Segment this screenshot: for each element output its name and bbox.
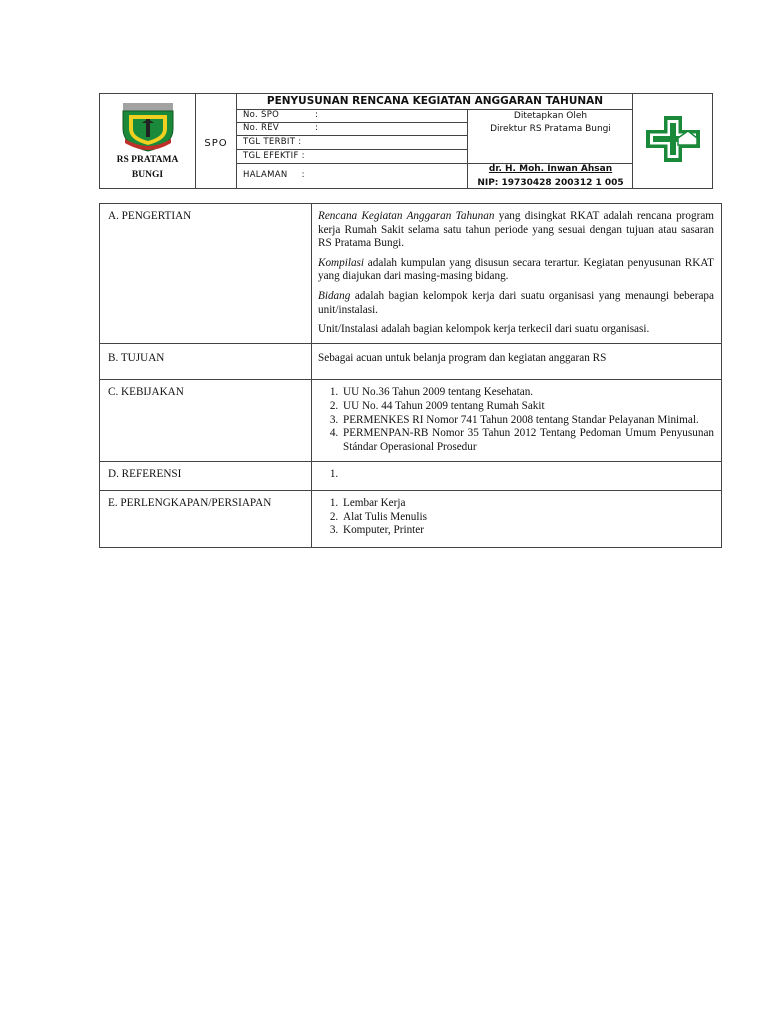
term: Bidang [318,289,351,302]
section-label-referensi: D. REFERENSI [100,462,312,491]
definition-unit: Unit/Instalasi adalah bagian kelompok kerja terkecil dari suatu organisasi. [318,323,650,336]
hospital-name: RS PRATAMA [116,155,179,165]
perlengkapan-list [318,497,714,538]
spo-label: SPO [204,138,228,149]
section-label-kebijakan: C. KEBIJAKAN [100,380,312,462]
meta-label: No. REV [243,123,280,133]
list-item: 2. UU No. 44 Tahun 2009 tentang Rumah Sakit [341,400,714,414]
definition-text: adalah kumpulan yang disusun secara terartur. Kegiatan penyusunan RKAT yang diajukan dari masing-masing bidang. [318,256,714,283]
meta-label: TGL EFEKTIF [243,151,299,161]
divider [236,135,467,136]
meta-row-halaman [243,170,305,180]
section-pengertian [312,204,722,344]
meta-colon: : [315,123,319,133]
definition-text: yang disingkat RKAT adalah rencana program kerja Rumah Sakit selama satu tahun periode yang sesuai dengan tujuan atau sasaran RS Pratama Bungi. [318,210,714,250]
list-item [341,468,714,482]
section-label-tujuan: B. TUJUAN [100,343,312,380]
meta-colon: : [298,137,302,147]
list-item: 3. Komputer, Printer [341,524,714,538]
definition-text: adalah bagian kelompok kerja dari suatu organisasi yang menaungi beberapa unit/instalasi. [318,289,714,316]
table-row [100,343,722,380]
approved-by: Ditetapkan Oleh [513,111,588,121]
green-cross-icon [642,114,704,164]
meta-row-no-rev [243,123,319,133]
definition-rkat [318,210,714,251]
table-row [100,490,722,547]
document-header [99,93,713,189]
meta-row-tgl-terbit [243,137,301,147]
spo-content-table [99,203,722,548]
meta-label: HALAMAN [243,170,288,180]
meta-colon: : [301,170,305,180]
divider [236,149,467,150]
section-label-pengertian: A. PENGERTIAN [100,204,312,344]
approver-name: dr. H. Moh. Inwan Ahsan [488,164,613,174]
referensi-list [318,468,714,482]
section-tujuan: Sebagai acuan untuk belanja program dan kegiatan anggaran RS [312,343,722,380]
table-row [100,204,722,344]
section-referensi [312,462,722,491]
meta-label: TGL TERBIT [243,137,296,147]
hospital-name-line2: BUNGI [131,170,164,180]
document-title: PENYUSUNAN RENCANA KEGIATAN ANGGARAN TAHUNAN [266,95,604,107]
meta-row-tgl-efektif [243,151,305,161]
meta-colon: : [301,151,305,161]
meta-label: No. SPO [243,110,280,120]
definition-bidang [318,290,714,317]
term: Rencana Kegiatan Anggaran Tahunan [318,210,495,222]
term: Kompilasi [318,256,365,269]
kebijakan-list [318,386,714,454]
approver-title: Direktur RS Pratama Bungi [490,124,611,134]
meta-row-no-spo [243,110,319,120]
section-perlengkapan [312,490,722,547]
table-row [100,462,722,491]
list-item: 1. UU No.36 Tahun 2009 tentang Kesehatan. [341,386,714,400]
list-item: 3. PERMENKES RI Nomor 741 Tahun 2008 tentang Standar Pelayanan Minimal. [341,414,714,428]
meta-colon: : [315,110,319,120]
table-row [100,380,722,462]
regional-crest-icon [113,99,183,153]
section-label-perlengkapan: E. PERLENGKAPAN/PERSIAPAN [100,490,312,547]
approver-nip: NIP: 19730428 200312 1 005 [477,178,624,188]
list-item: 1. Lembar Kerja [341,497,714,511]
list-item: 2. Alat Tulis Menulis [341,511,714,525]
list-item: 4. PERMENPAN-RB Nomor 35 Tahun 2012 Tentang Pedoman Umum Penyusunan Stándar Operasional Prosedur [341,427,714,454]
section-kebijakan [312,380,722,462]
definition-kompilasi [318,257,714,284]
